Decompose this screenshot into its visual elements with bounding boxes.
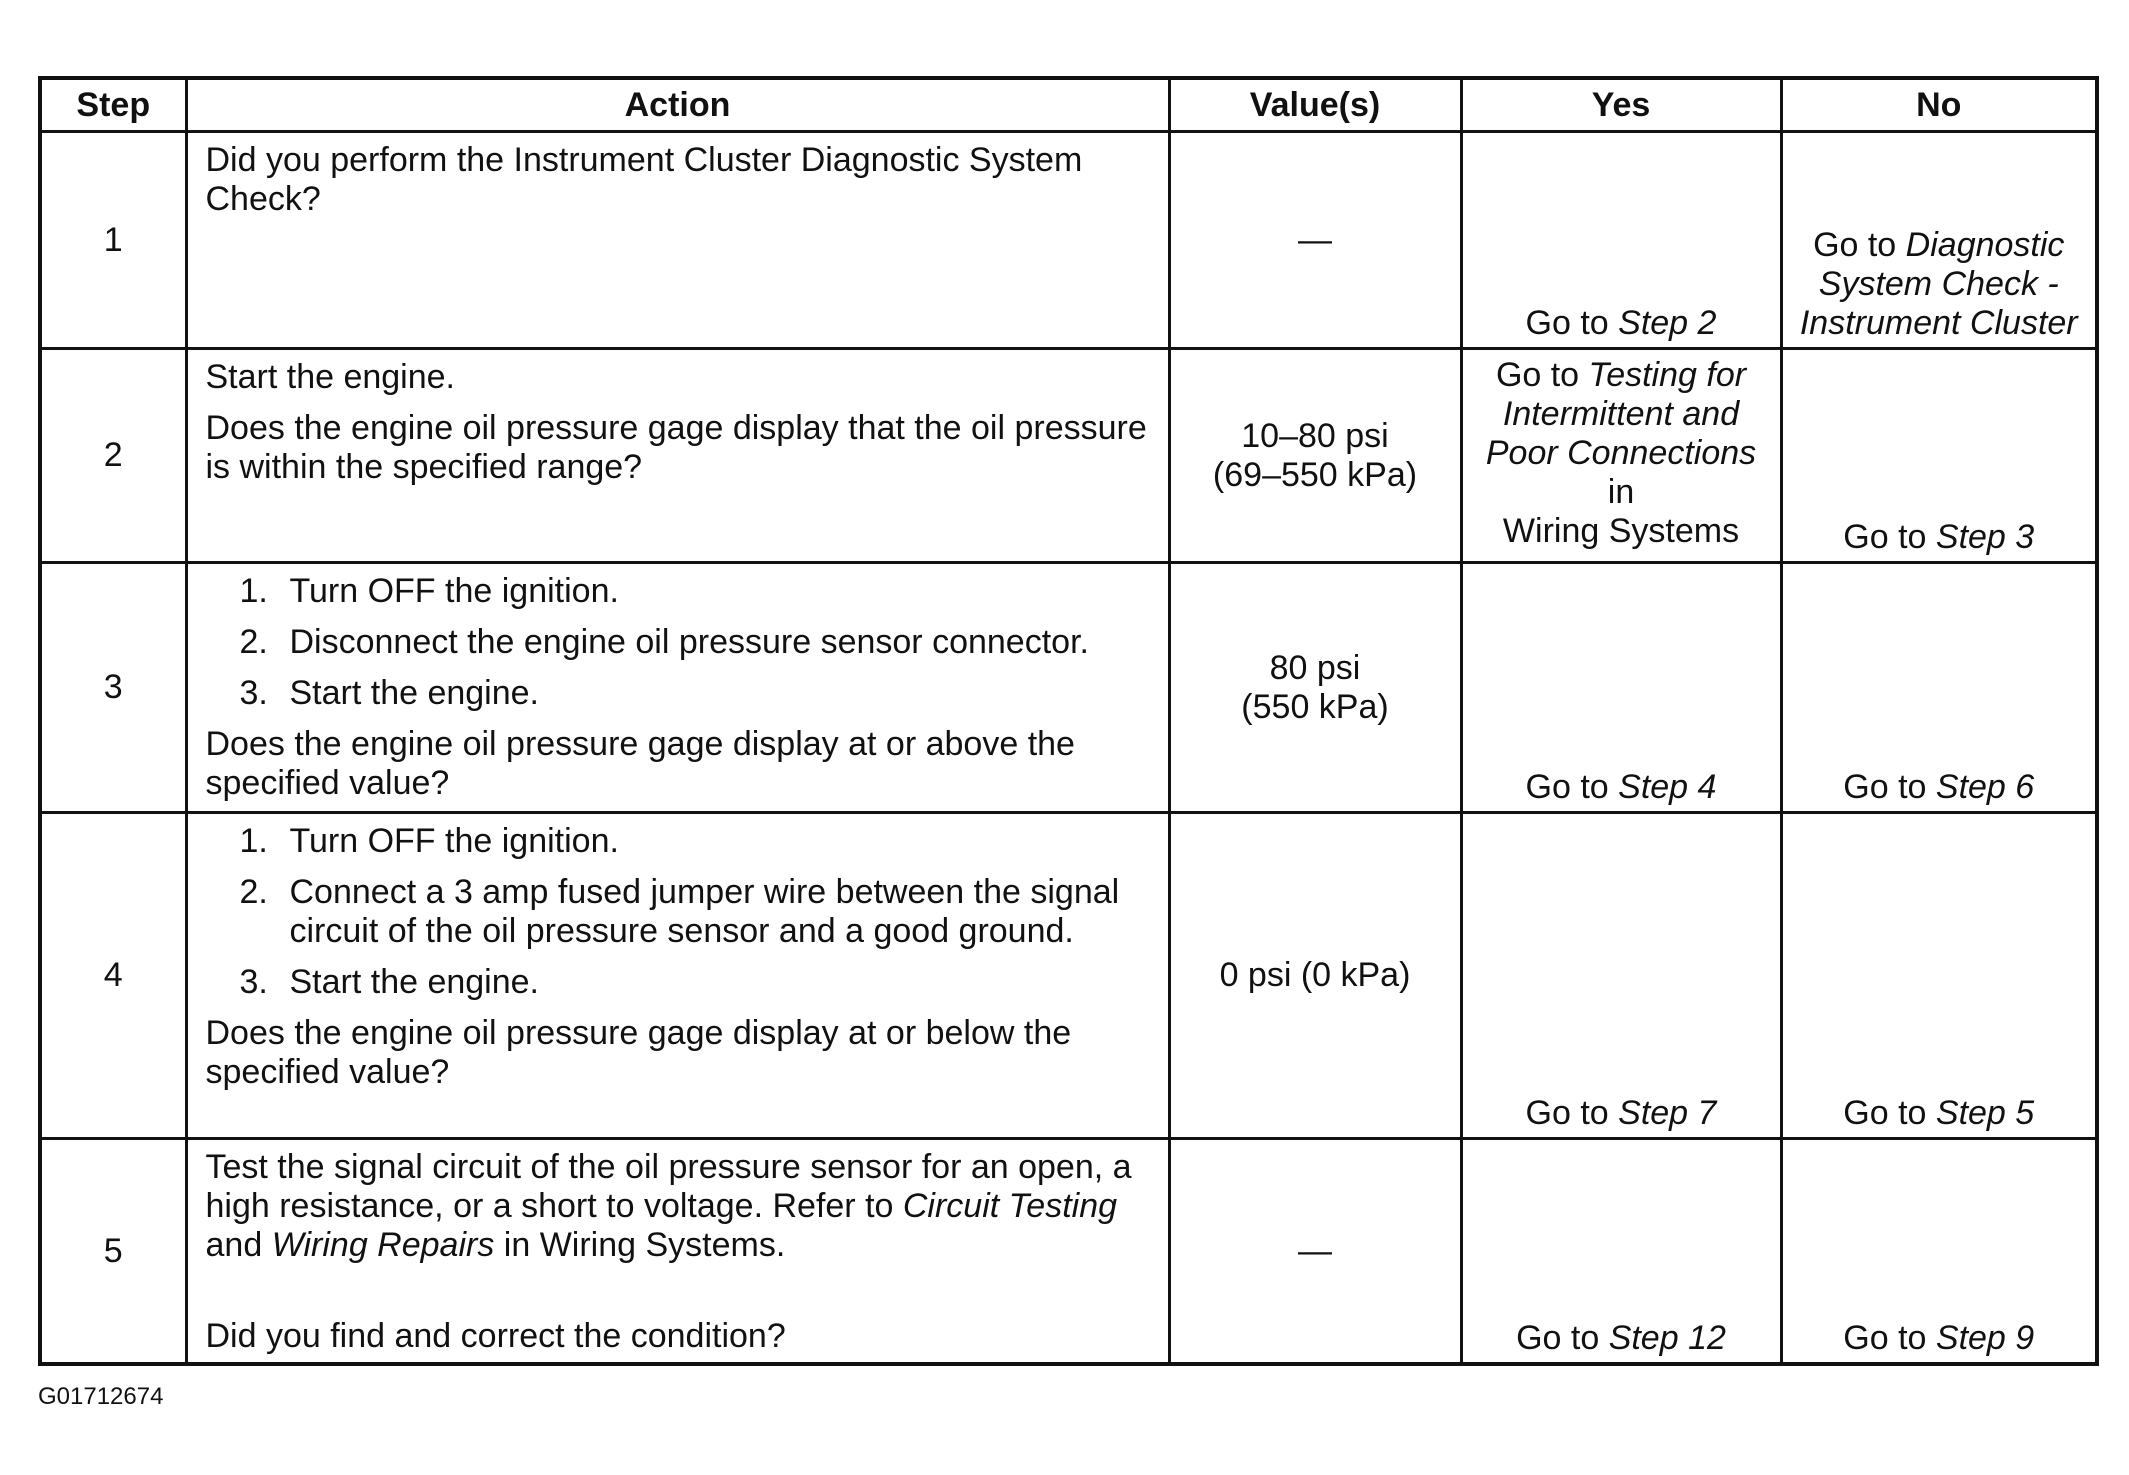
table-row xyxy=(40,563,2097,813)
yes-link[interactable]: Step 2 xyxy=(1618,304,1717,342)
yes-cell xyxy=(1461,813,1781,1139)
value-line: (550 kPa) xyxy=(1241,687,1389,726)
no-link[interactable]: Step 6 xyxy=(1935,768,2035,806)
yes-cell xyxy=(1461,132,1781,349)
yes-link[interactable]: Step 4 xyxy=(1618,768,1717,806)
table-row xyxy=(40,1139,2097,1365)
no-link[interactable]: Step 9 xyxy=(1935,1319,2035,1357)
substep: 3. Start the engine. xyxy=(239,674,540,712)
value-cell xyxy=(1169,349,1461,563)
action-question: Does the engine oil pressure gage display at or above the specified value? xyxy=(205,725,1075,802)
substep: 3. Start the engine. xyxy=(239,963,540,1001)
no-prefix: Go to xyxy=(1843,1094,1936,1132)
no-cell xyxy=(1781,813,2097,1139)
action-text: Test the signal circuit of the oil pressure sensor for an open, a high resistance, or a short to voltage. Refer to Circuit Testing and Wiring Repairs in Wiring Systems. xyxy=(205,1148,1132,1264)
yes-link[interactable]: Testing for Intermittent and Poor Connections xyxy=(1485,356,1757,472)
table-row xyxy=(40,132,2097,349)
no-cell xyxy=(1781,132,2097,349)
step-number: 3 xyxy=(40,563,186,813)
no-link[interactable]: Step 5 xyxy=(1935,1094,2035,1132)
value-cell: 0 psi (0 kPa) xyxy=(1169,813,1461,1139)
action-question: Does the engine oil pressure gage display that the oil pressure is within the specified range? xyxy=(205,409,1147,486)
table-row xyxy=(40,813,2097,1139)
no-link[interactable]: Step 3 xyxy=(1935,518,2035,556)
step-number: 5 xyxy=(40,1139,186,1365)
value-line: 80 psi xyxy=(1269,648,1361,687)
value-line: 10–80 psi xyxy=(1241,416,1389,455)
header-values: Value(s) xyxy=(1169,78,1461,132)
substep: 2. Disconnect the engine oil pressure sensor connector. xyxy=(239,623,1089,661)
no-prefix: Go to xyxy=(1813,226,1906,264)
table-header-row xyxy=(40,78,2097,132)
substep: 2. Connect a 3 amp fused jumper wire between the signal circuit of the oil pressure sensor and a good ground. xyxy=(239,873,1120,950)
header-step: Step xyxy=(40,78,186,132)
action-cell xyxy=(186,1139,1169,1365)
yes-cell xyxy=(1461,1139,1781,1365)
yes-cell xyxy=(1461,563,1781,813)
yes-suffix: in xyxy=(1607,473,1635,511)
action-text: Did you perform the Instrument Cluster Diagnostic System Check? xyxy=(205,141,1083,218)
substep-list xyxy=(206,822,1154,1002)
no-cell xyxy=(1781,1139,2097,1365)
action-question: Does the engine oil pressure gage display at or below the specified value? xyxy=(205,1014,1072,1091)
value-cell: — xyxy=(1169,132,1461,349)
no-cell xyxy=(1781,563,2097,813)
step-number: 4 xyxy=(40,813,186,1139)
header-action: Action xyxy=(186,78,1169,132)
value-cell: — xyxy=(1169,1139,1461,1365)
circuit-testing-link[interactable]: Circuit Testing xyxy=(902,1187,1118,1225)
action-question: Did you find and correct the condition? xyxy=(205,1317,786,1355)
header-no: No xyxy=(1781,78,2097,132)
action-cell xyxy=(186,132,1169,349)
yes-prefix: Go to xyxy=(1525,1094,1619,1132)
header-yes: Yes xyxy=(1461,78,1781,132)
wiring-repairs-link[interactable]: Wiring Repairs xyxy=(271,1226,495,1264)
step-number: 2 xyxy=(40,349,186,563)
yes-link[interactable]: Step 7 xyxy=(1618,1094,1717,1132)
value-cell xyxy=(1169,563,1461,813)
action-cell xyxy=(186,563,1169,813)
step-number: 1 xyxy=(40,132,186,349)
no-cell xyxy=(1781,349,2097,563)
value-line: (69–550 kPa) xyxy=(1212,455,1418,494)
action-cell xyxy=(186,349,1169,563)
yes-prefix: Go to xyxy=(1525,768,1619,806)
yes-link[interactable]: Step 12 xyxy=(1608,1319,1726,1357)
yes-prefix: Go to xyxy=(1516,1319,1609,1357)
diagnostic-table xyxy=(38,76,2099,1366)
no-link[interactable]: Diagnostic System Check - Instrument Cluster xyxy=(1799,226,2078,342)
figure-id: G01712674 xyxy=(38,1383,164,1410)
yes-prefix: Go to xyxy=(1525,304,1619,342)
action-cell xyxy=(186,813,1169,1139)
no-prefix: Go to xyxy=(1843,518,1936,556)
substep: 1. Turn OFF the ignition. xyxy=(239,822,619,860)
yes-suffix: Wiring Systems xyxy=(1502,512,1740,550)
no-prefix: Go to xyxy=(1843,1319,1936,1357)
action-text: Start the engine. xyxy=(205,358,456,396)
yes-prefix: Go to xyxy=(1495,356,1589,394)
substep-list xyxy=(206,572,1154,713)
table-row xyxy=(40,349,2097,563)
yes-cell xyxy=(1461,349,1781,563)
substep: 1. Turn OFF the ignition. xyxy=(239,572,619,610)
no-prefix: Go to xyxy=(1843,768,1936,806)
